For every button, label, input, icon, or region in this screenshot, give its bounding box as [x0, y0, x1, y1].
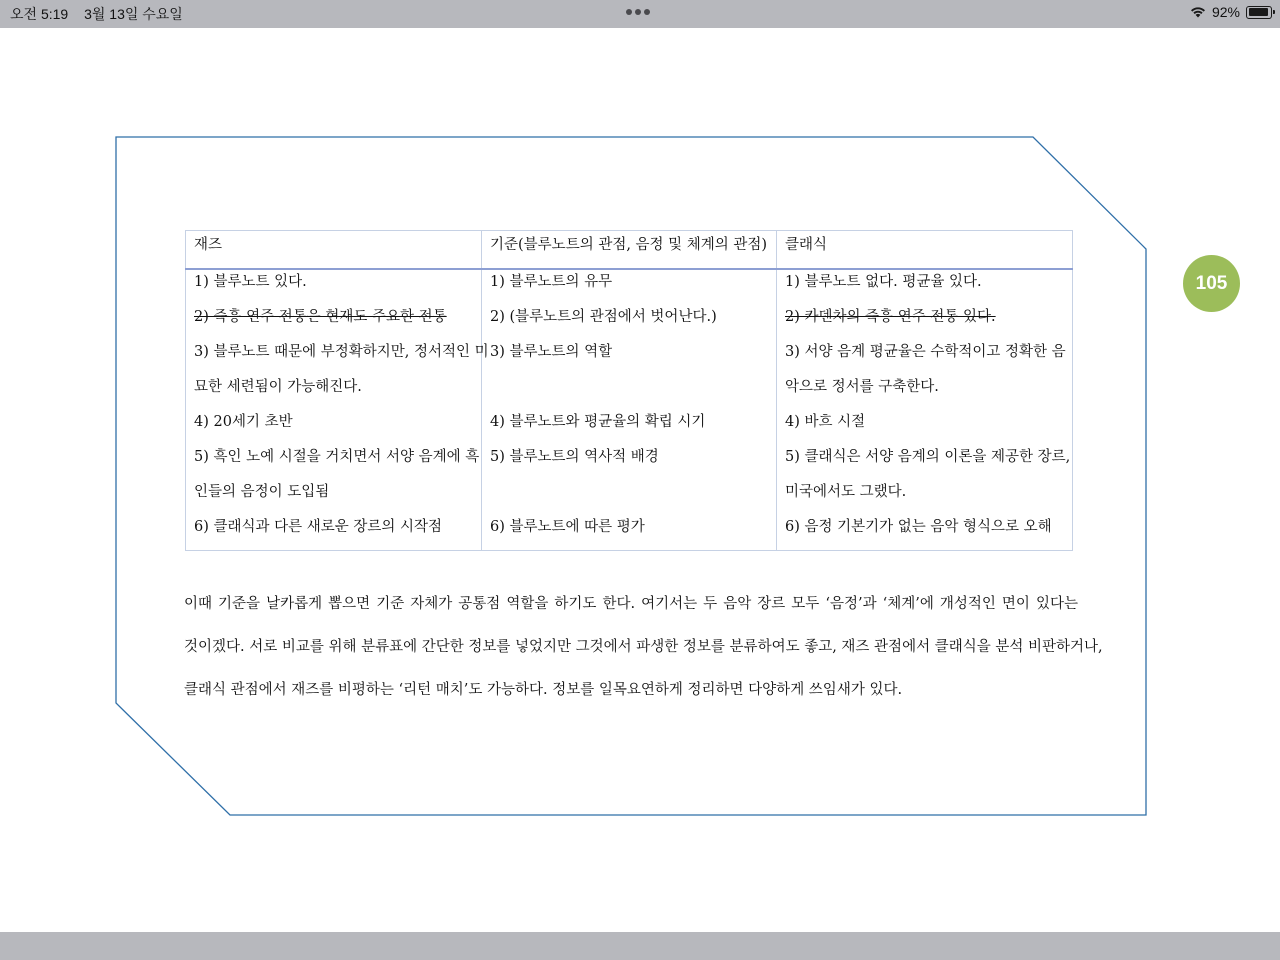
table-line: 5) 흑인 노예 시절을 거치면서 서양 음계에 흑 [194, 448, 480, 465]
table-line: 5) 클래식은 서양 음계의 이론을 제공한 장르, [785, 448, 1071, 465]
status-left [10, 4, 195, 24]
table-line: 6) 음정 기본기가 없는 음악 형식으로 오해 [785, 518, 1052, 535]
wifi-icon [1190, 6, 1206, 18]
table-line: 4) 블루노트와 평균율의 확립 시기 [490, 413, 706, 430]
table-line: 4) 20세기 초반 [194, 413, 293, 430]
table-row [186, 269, 1073, 551]
table-line: 1) 블루노트의 유무 [490, 273, 613, 290]
paragraph-line: 것이겠다. 서로 비교를 위해 분류표에 간단한 정보를 넣었지만 그것에서 파생한 정보를 분류하여도 좋고, 재즈 관점에서 클래식을 분석 비판하거나, [184, 639, 1103, 655]
table-line: 인들의 음정이 도입됨 [194, 483, 330, 500]
body-paragraph [184, 590, 1103, 719]
table-line: 묘한 세련됨이 가능해진다. [194, 378, 362, 395]
column-criteria [482, 269, 777, 551]
paragraph-line: 이때 기준을 날카롭게 뽑으면 기준 자체가 공통점 역할을 하기도 한다. 여기서는 두 음악 장르 모두 ‘음정’과 ‘체계’에 개성적인 면이 있다는 [184, 596, 1078, 612]
page-number-badge: 105 [1183, 255, 1240, 312]
table-line: 6) 블루노트에 따른 평가 [490, 518, 645, 535]
battery-fill [1249, 8, 1268, 16]
column-classical [777, 269, 1073, 551]
table-line: 2) 카덴차의 즉흥 연주 전통 있다. [785, 308, 996, 325]
comparison-table [185, 230, 1073, 551]
table-line: 미국에서도 그랬다. [785, 483, 907, 500]
table-header-row [186, 231, 1073, 269]
table-line: 2) (블루노트의 관점에서 벗어난다.) [490, 308, 717, 325]
table-line: 4) 바흐 시절 [785, 413, 866, 430]
battery-tip [1273, 10, 1276, 14]
status-time: 오전 5:19 [10, 6, 69, 22]
table-line: 2) 즉흥 연주 전통은 현재도 주요한 전통 [194, 308, 447, 325]
column-jazz [186, 269, 489, 551]
table-line: 악으로 정서를 구축한다. [785, 378, 939, 395]
status-date: 3월 13일 수요일 [84, 6, 183, 22]
table-line: 6) 클래식과 다른 새로운 장르의 시작점 [194, 518, 443, 535]
battery-percent: 92% [1211, 4, 1240, 20]
table-line: 1) 블루노트 없다. 평균율 있다. [785, 273, 982, 290]
table-line [490, 480, 768, 515]
table-line: 1) 블루노트 있다. [194, 273, 307, 290]
status-bar [0, 0, 1280, 28]
bottom-bar [0, 932, 1280, 960]
status-right [1190, 4, 1272, 20]
table-line: 3) 블루노트 때문에 부정확하지만, 정서적인 미 [194, 343, 489, 360]
header-classical: 클래식 [777, 231, 1073, 269]
table-line: 5) 블루노트의 역사적 배경 [490, 448, 659, 465]
table-line: 3) 서양 음계 평균율은 수학적이고 정확한 음 [785, 343, 1066, 360]
header-jazz: 재즈 [186, 231, 482, 269]
battery-icon [1246, 6, 1272, 19]
more-dots-icon[interactable] [626, 9, 650, 15]
header-criteria: 기준(블루노트의 관점, 음정 및 체계의 관점) [482, 231, 777, 269]
table-line [490, 375, 768, 410]
paragraph-line: 클래식 관점에서 재즈를 비평하는 ‘리턴 매치’도 가능하다. 정보를 일목요연하게 정리하면 다양하게 쓰임새가 있다. [184, 682, 903, 698]
table-line: 3) 블루노트의 역할 [490, 343, 613, 360]
